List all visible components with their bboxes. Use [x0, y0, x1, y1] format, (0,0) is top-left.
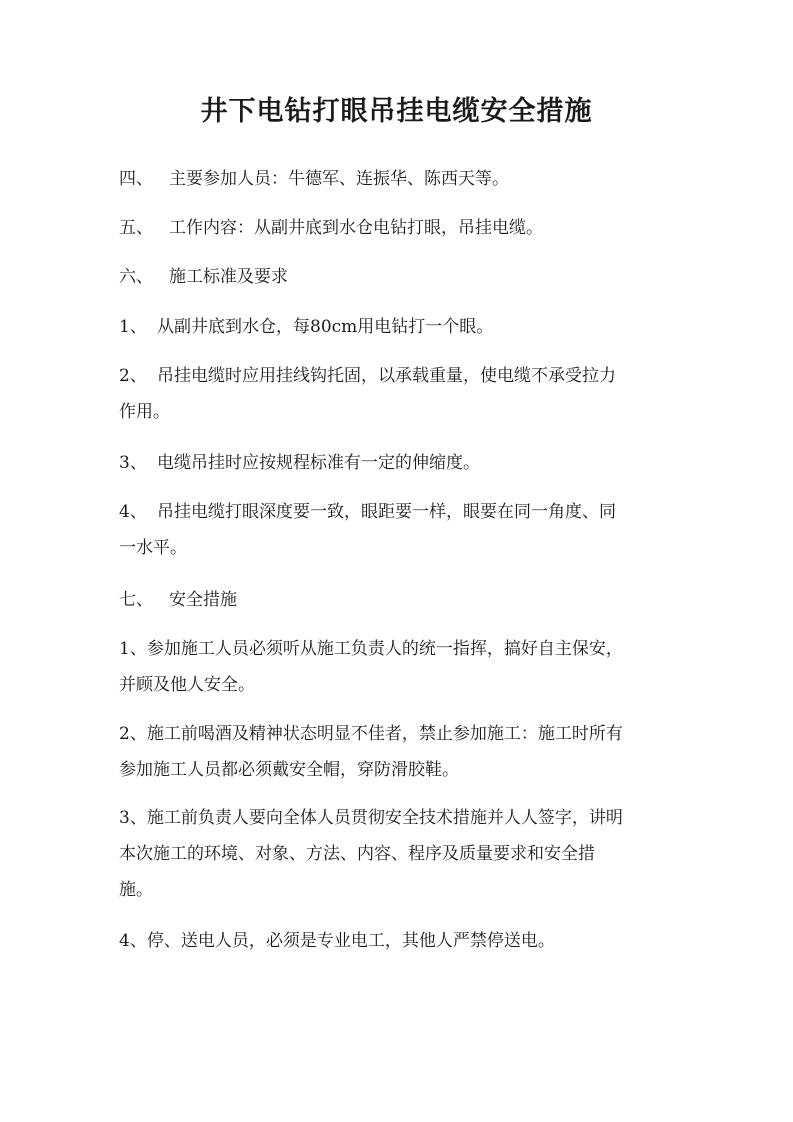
- item-number: 3、: [119, 453, 147, 473]
- section-7-item-1: [119, 631, 679, 703]
- item-number: 2、: [119, 366, 147, 386]
- item-text-line-2: 参加施工人员都必须戴安全帽，穿防滑胶鞋。: [119, 760, 459, 780]
- section-7-item-2: [119, 716, 679, 788]
- item-text: 电缆吊挂时应按规程标准有一定的伸缩度。: [157, 453, 480, 473]
- section-7-item-3: [119, 800, 679, 908]
- section-6-item-2: [119, 358, 679, 430]
- item-text-line-2: 作用。: [119, 402, 170, 422]
- item-text-line-2: 本次施工的环境、对象、方法、内容、程序及质量要求和安全措: [119, 844, 595, 864]
- section-number: 四、: [119, 169, 153, 189]
- section-6-item-3: [119, 445, 679, 481]
- section-6-standards-heading: [119, 259, 679, 295]
- item-text-line-2: 并顾及他人安全。: [119, 675, 255, 695]
- item-number: 1、: [119, 317, 147, 337]
- section-text: 施工标准及要求: [169, 267, 288, 287]
- section-6-item-1: [119, 309, 679, 345]
- section-text: 主要参加人员：牛德军、连振华、陈西天等。: [169, 169, 509, 189]
- section-number: 六、: [119, 267, 153, 287]
- item-text-line-1: 吊挂电缆打眼深度要一致，眼距要一样，眼要在同一角度、同: [157, 502, 616, 522]
- item-number: 1、: [119, 639, 147, 659]
- item-text: 从副井底到水仓，每80cm用电钻打一个眼。: [157, 317, 494, 337]
- item-text-line-1: 吊挂电缆时应用挂线钩托固，以承载重量，使电缆不承受拉力: [157, 366, 616, 386]
- item-text-line-2: 一水平。: [119, 538, 187, 558]
- section-number: 七、: [119, 590, 153, 610]
- item-text-line-1: 施工前负责人要向全体人员贯彻安全技术措施并人人签字，讲明: [146, 808, 623, 828]
- item-number: 4、: [119, 931, 147, 951]
- document-title: 井下电钻打眼吊挂电缆安全措施: [200, 96, 593, 127]
- item-number: 2、: [119, 724, 147, 744]
- item-number: 3、: [119, 808, 147, 828]
- section-number: 五、: [119, 218, 153, 238]
- item-text-line-1: 施工前喝酒及精神状态明显不佳者，禁止参加施工：施工时所有: [146, 724, 623, 744]
- section-5-work-content: [119, 210, 679, 246]
- item-text-line-3: 施。: [119, 880, 153, 900]
- section-4-participants: [119, 161, 679, 197]
- section-7-item-4: [119, 923, 679, 959]
- section-6-item-4: [119, 494, 679, 566]
- section-7-safety-heading: [119, 582, 679, 618]
- item-text-line-1: 参加施工人员必须听从施工负责人的统一指挥，搞好自主保安，: [146, 639, 623, 659]
- item-text: 停、送电人员，必须是专业电工，其他人严禁停送电。: [146, 931, 555, 951]
- section-text: 工作内容：从副井底到水仓电钻打眼，吊挂电缆。: [169, 218, 543, 238]
- section-text: 安全措施: [169, 590, 237, 610]
- item-number: 4、: [119, 502, 147, 522]
